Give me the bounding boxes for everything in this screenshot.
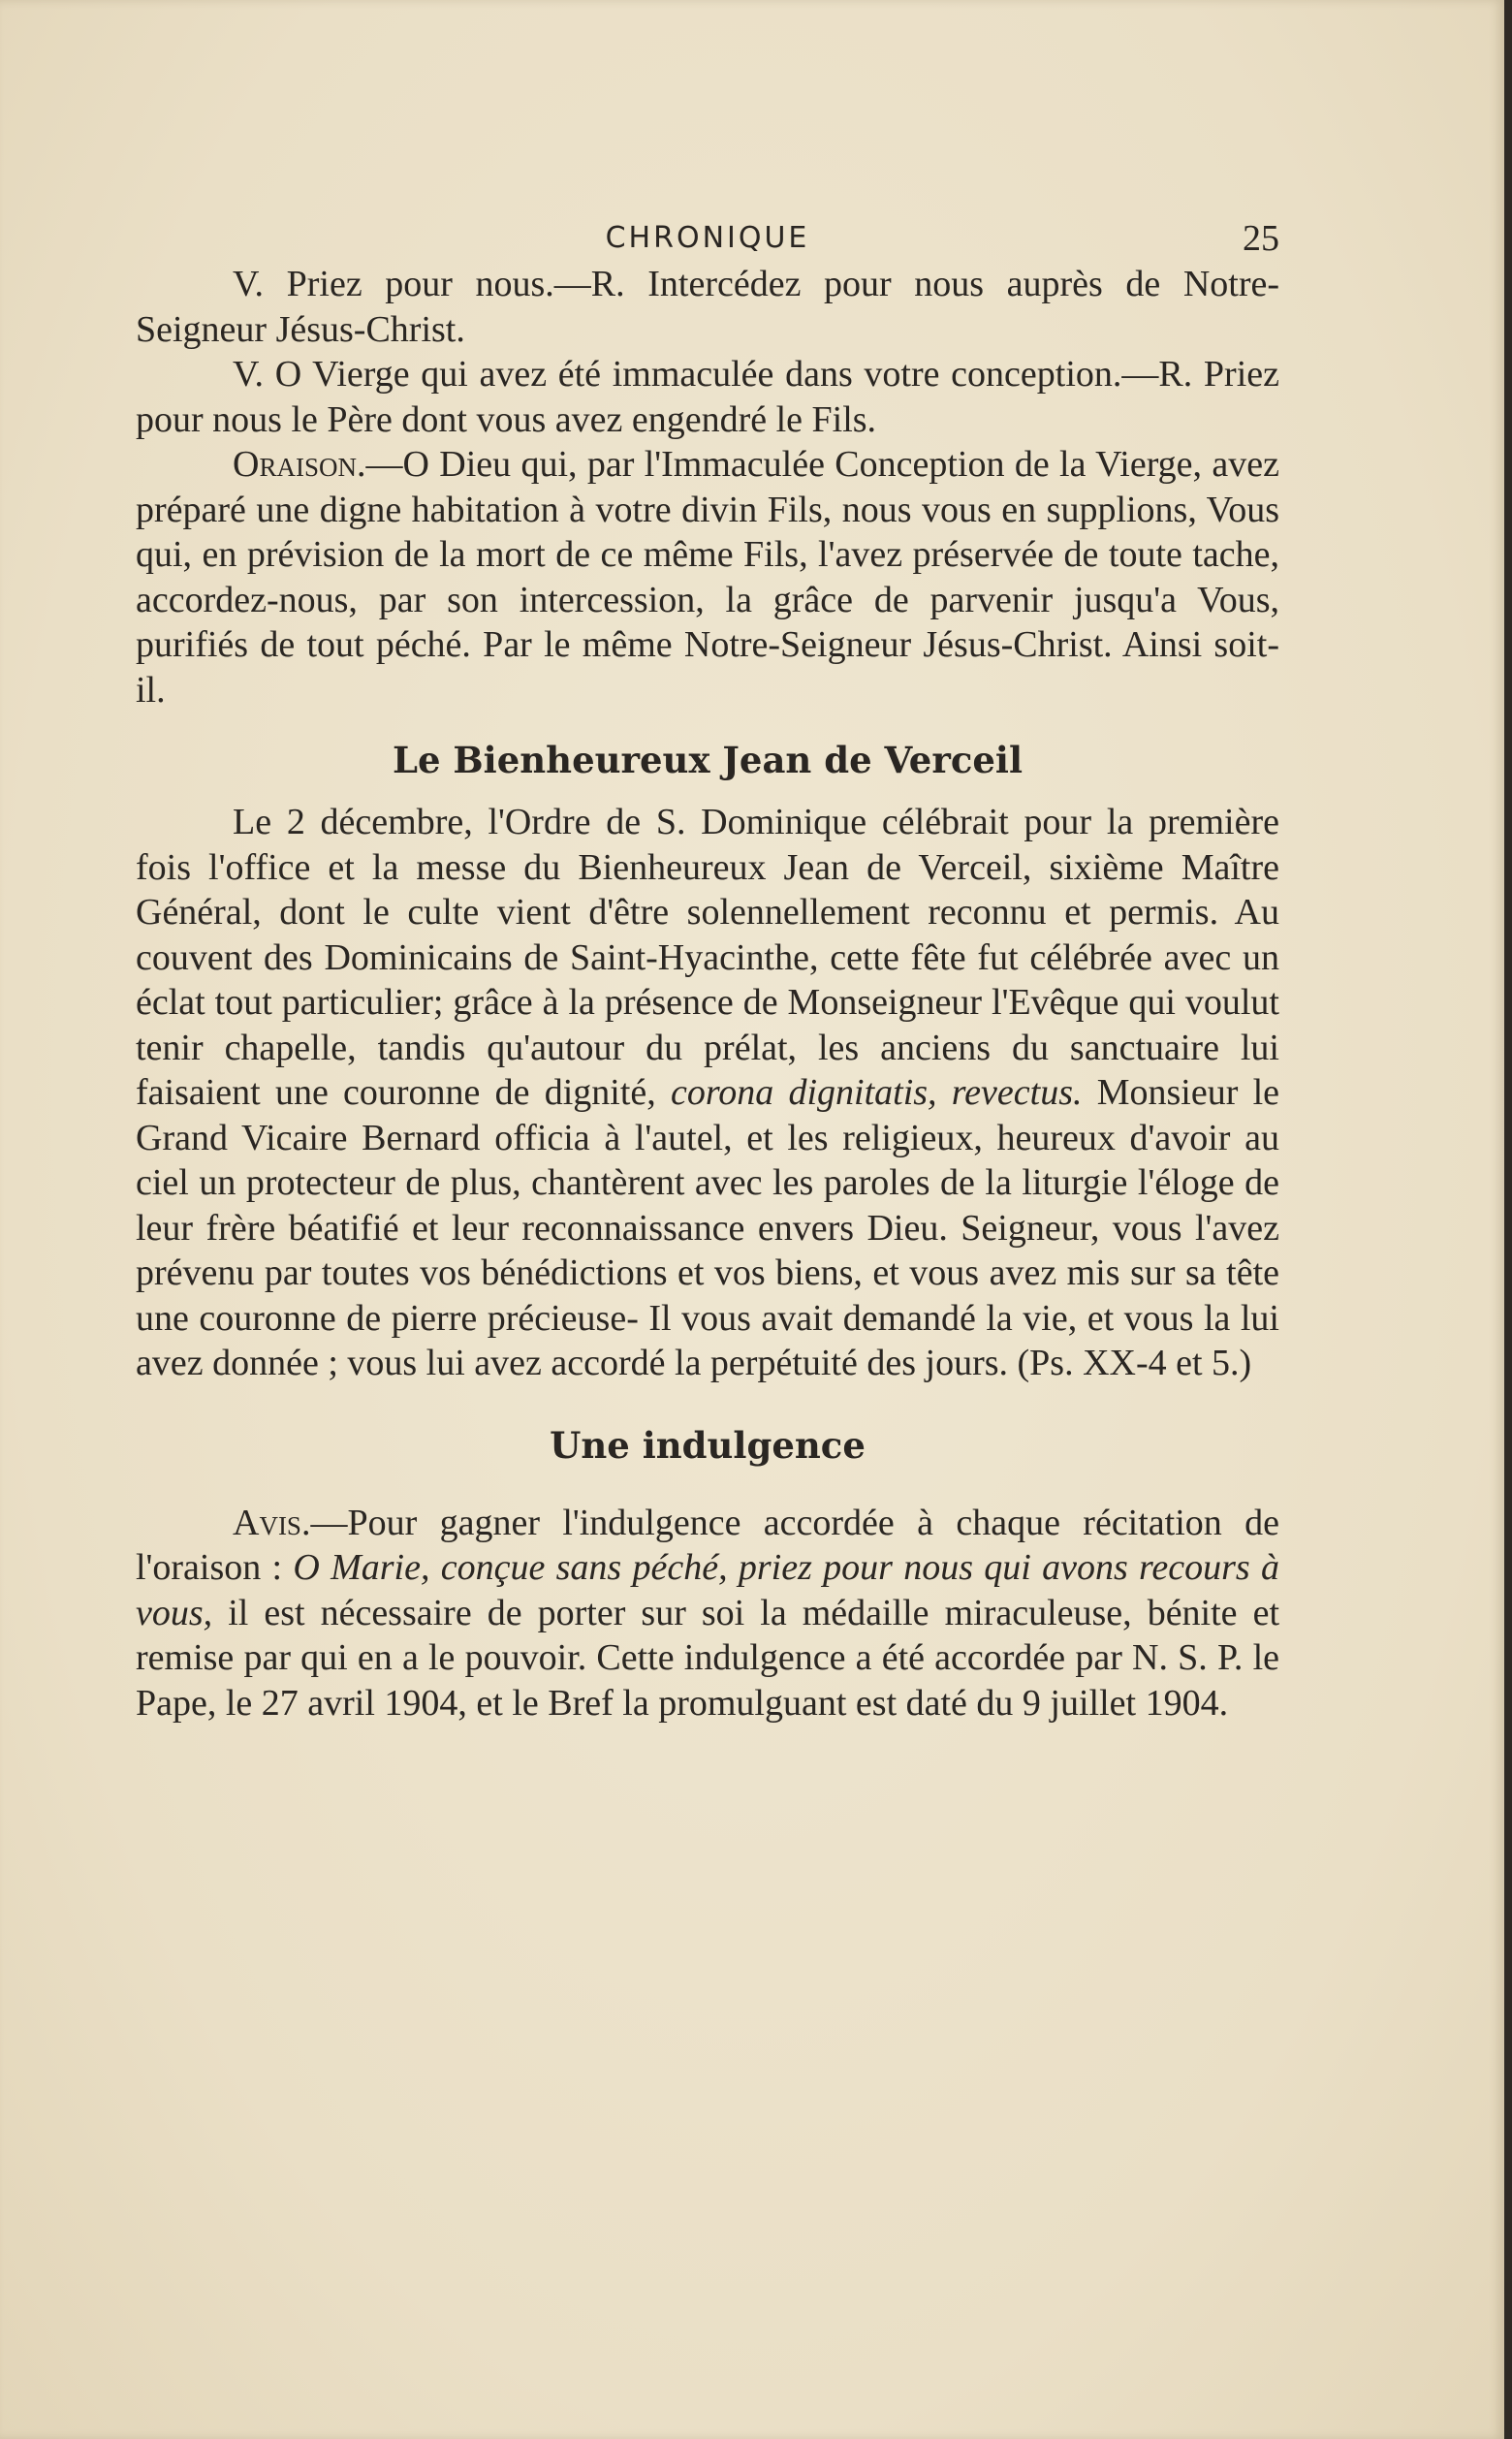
verceil-paragraph xyxy=(136,800,1279,1386)
indulgence-text-a: —Pour gagner l'indulgence accordée à chaque récitation de l'oraison : xyxy=(136,1502,1279,1588)
verceil-latin-quote: corona dignitatis, revectus. xyxy=(671,1072,1083,1113)
avis-label: Avis. xyxy=(233,1502,311,1543)
running-head-title: CHRONIQUE xyxy=(605,221,810,255)
text-block xyxy=(136,204,1279,1726)
verceil-text-a: Le 2 décembre, l'Ordre de S. Dominique célébrait pour la première fois l'office et la messe du Bienheureux Jean de Verceil, sixième Maître Général, dont le culte vient d'être solennellement reconnu et permis. Au couvent des Dominicains de Saint-Hyacinthe, cette fête fut célébrée avec un éclat tout particulier; grâce à la présence de Monseigneur l'Evêque qui voulut tenir chapelle, tandis qu'autour du prélat, les anciens du sanctuaire lui faisaient une couronne de dignité, xyxy=(136,802,1279,1113)
section-heading-verceil: Le Bienheureux Jean de Verceil xyxy=(392,739,1024,781)
indulgence-paragraph xyxy=(136,1501,1279,1726)
oraison-paragraph xyxy=(136,442,1279,713)
oraison-label: Oraison. xyxy=(233,444,366,485)
page-edge-shadow xyxy=(1504,0,1512,2439)
verceil-text-b: Monsieur le Grand Vicaire Bernard officia à l'autel, et les religieux, heureux d'avoir au ciel un protecteur de plus, chantèrent avec les paroles de la liturgie l'éloge de leur frère béatifié et leur reconnaissance envers Dieu. Seigneur, vous l'avez prévenu par toutes vos bénédictions et vos biens, et vous avez mis sur sa tête une couronne de pierre précieuse- Il vous avait demandé la vie, et vous la lui avez donnée ; vous lui avez accordé la perpétuité des jours. (Ps. XX-4 et 5.) xyxy=(136,1072,1280,1383)
section-heading-indulgence: Une indulgence xyxy=(550,1423,866,1467)
oraison-text: —O Dieu qui, par l'Immaculée Conception de la Vierge, avez préparé une digne habitation à votre divin Fils, nous vous en supplions, Vous qui, en prévision de la mort de ce même Fils, l'avez préservée de toute tache, accordez-nous, par son intercession, la grâce de parvenir jusqu'a Vous, purifiés de tout péché. Par le même Notre-Seigneur Jésus-Christ. Ainsi soit-il. xyxy=(136,444,1279,711)
running-head xyxy=(136,204,1279,262)
versicle-paragraph-1: V. Priez pour nous.—R. Intercédez pour nous auprès de Notre-Seigneur Jésus-Christ. xyxy=(136,264,1279,350)
indulgence-text-b: il est nécessaire de porter sur soi la médaille miraculeuse, bénite et remise par qui en a le pouvoir. Cette indulgence a été accordée par N. S. P. le Pape, le 27 avril 1904, et le Bref la promulguant est daté du 9 juillet 1904. xyxy=(136,1592,1279,1724)
versicle-paragraph-2: V. O Vierge qui avez été immaculée dans votre conception.—R. Priez pour nous le Père dont vous avez engendré le Fils. xyxy=(136,354,1279,440)
page-number: 25 xyxy=(1243,218,1279,259)
indulgence-prayer-quote: O Marie, conçue sans péché, priez pour nous qui avons recours à vous, xyxy=(136,1547,1280,1633)
